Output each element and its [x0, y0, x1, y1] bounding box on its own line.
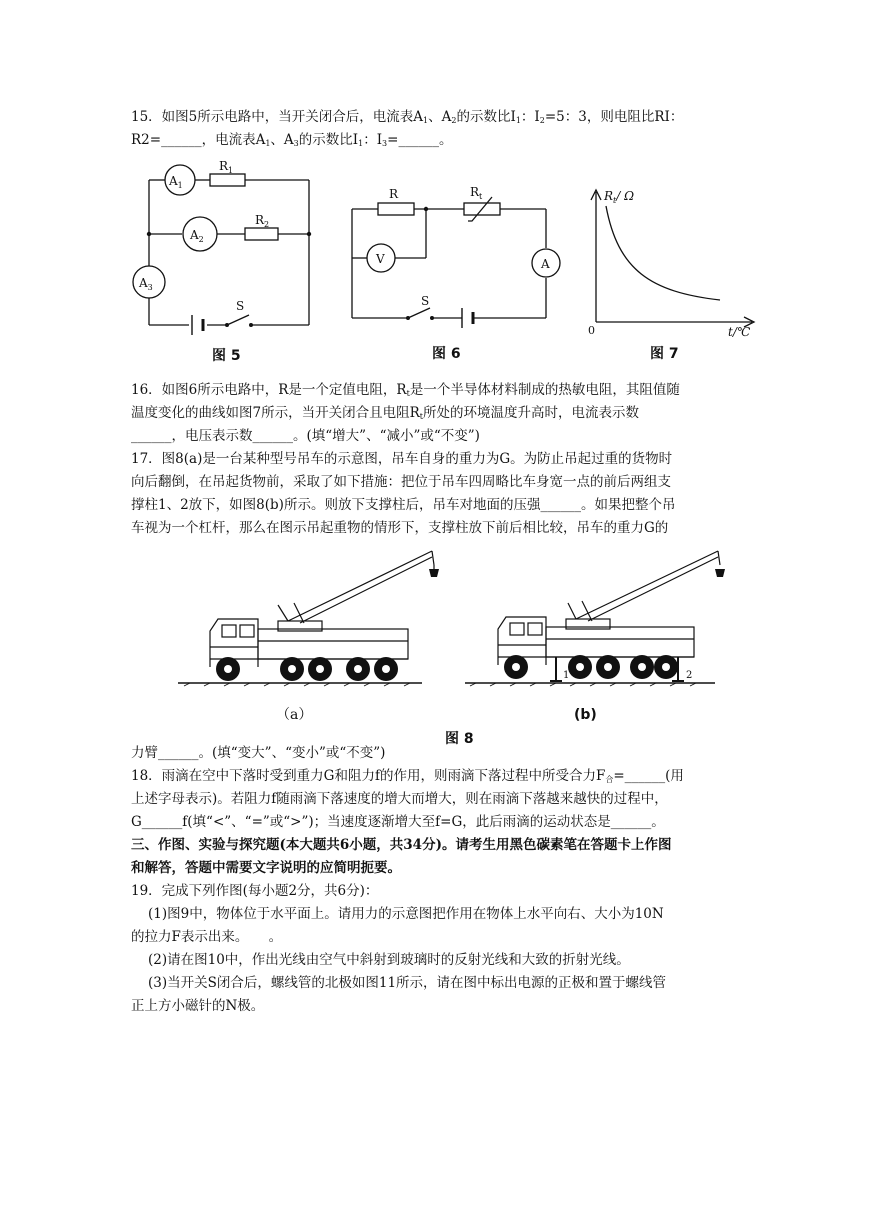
q18-line-3: G______f(填“<”、“=”或“>”)；当速度逐渐增大至f=G，此后雨滴的运动状态是______。	[131, 814, 665, 830]
support-leg-1-label: 1	[563, 670, 570, 681]
resistance-temperature-curve	[606, 206, 720, 300]
resistor-r-label: R	[389, 187, 399, 201]
q17-line-5: 力臂______。(填“变大”、“变小”或“不变”)	[131, 745, 386, 761]
figure-8-caption: 图 8	[445, 731, 474, 747]
q18-line-1: 18．雨滴在空中下落时受到重力G和阻力f的作用，则雨滴下落过程中所受合力$F_合=\_\_\_\_\_\_$(用	[131, 768, 684, 784]
support-leg-2-label: 2	[686, 670, 693, 681]
sub-figure-a-label: （a）	[276, 707, 313, 723]
origin-label: 0	[588, 324, 595, 337]
crane-b-drawing	[465, 551, 720, 686]
q17-line-1: 17．图8(a)是一台某种型号吊车的示意图，吊车自身的重力为G。为防止吊起过重的货物时	[131, 451, 673, 467]
q15-line-2: R2=______，电流表$A_1$、$A_3$的示数比$I_1$：$I_3=\_\_\_\_\_\_$。	[131, 132, 453, 148]
figure-5-caption: 图 5	[212, 348, 241, 364]
y-axis-label: $R_t/$ Ω	[604, 189, 635, 205]
ammeter-a2-label: $A_2$	[190, 228, 204, 244]
voltmeter-label: V	[376, 252, 385, 266]
q19-part-3-line-2: 正上方小磁针的N极。	[131, 998, 265, 1014]
ammeter-label: A	[541, 257, 550, 271]
q16-line-1: 16．如图6所示电路中，R是一个定值电阻，$R_t$是一个半导体材料制成的热敏电阻，其阻值随	[131, 382, 680, 398]
q17-line-4: 车视为一个杠杆，那么在图示吊起重物的情形下，支撑柱放下前后相比较，吊车的重力G的	[131, 520, 669, 536]
q18-line-2: 上述字母表示)。若阻力f随雨滴下落速度的增大而增大，则在雨滴下落越来越快的过程中，	[131, 791, 668, 807]
figure-7-graph	[580, 170, 760, 366]
figure-6-circuit	[340, 178, 570, 368]
q17-line-2: 向后翻倒，在吊起货物前，采取了如下措施：把位于吊车四周略比车身宽一点的前后两组支	[131, 474, 671, 490]
figure-5-circuit	[125, 158, 325, 368]
resistor-r2-label: $R_2$	[255, 213, 270, 229]
q16-line-3: ______，电压表示数______。(填“增大”、“减小”或“不变”)	[131, 428, 480, 444]
section-3-heading-line-1: 三、作图、实验与探究题(本大题共6小题，共34分)。请考生用黑色碳素笔在答题卡上作图	[131, 837, 672, 853]
q15-line-1: 15．如图5所示电路中，当开关闭合后，电流表$A_1$、$A_2$的示数比$I_1$：$I_2=5$：3，则电阻比RI：	[131, 109, 684, 125]
thermistor-rt-label: $R_t$	[470, 185, 483, 201]
section-3-heading-line-2: 和解答，答题中需要文字说明的应简明扼要。	[131, 860, 401, 876]
ammeter-a1-label: $A_1$	[169, 174, 183, 190]
q19-line-1: 19．完成下列作图(每小题2分，共6分)：	[131, 883, 379, 899]
q19-part-1-line-2: 的拉力F表示出来。 。	[131, 929, 283, 945]
resistor-r1-label: $R_1$	[219, 159, 234, 175]
ammeter-a3-label: $A_3$	[139, 276, 153, 292]
q19-part-1-line-1: (1)图9中，物体位于水平面上。请用力的示意图把作用在物体上水平向右、大小为10N	[148, 906, 664, 922]
x-axis-label: t/℃	[728, 325, 751, 339]
figure-8-crane	[170, 545, 730, 750]
figure-6-caption: 图 6	[432, 346, 461, 362]
q19-part-3-line-1: (3)当开关S闭合后，螺线管的北极如图11所示，请在图中标出电源的正极和置于螺线管	[148, 975, 667, 991]
q19-part-2: (2)请在图10中，作出光线由空气中斜射到玻璃时的反射光线和大致的折射光线。	[148, 952, 630, 968]
figure-7-caption: 图 7	[650, 346, 679, 362]
sub-figure-b-label: (b)	[574, 707, 597, 723]
switch-s-label: S	[236, 299, 245, 313]
q17-line-3: 撑柱1、2放下，如图8(b)所示。则放下支撑柱后，吊车对地面的压强______。如果把整个吊	[131, 497, 676, 513]
switch-s-label: S	[421, 294, 430, 308]
q16-line-2: 温度变化的曲线如图7所示，当开关闭合且电阻$R_t$所处的环境温度升高时，电流表示数	[131, 405, 639, 421]
